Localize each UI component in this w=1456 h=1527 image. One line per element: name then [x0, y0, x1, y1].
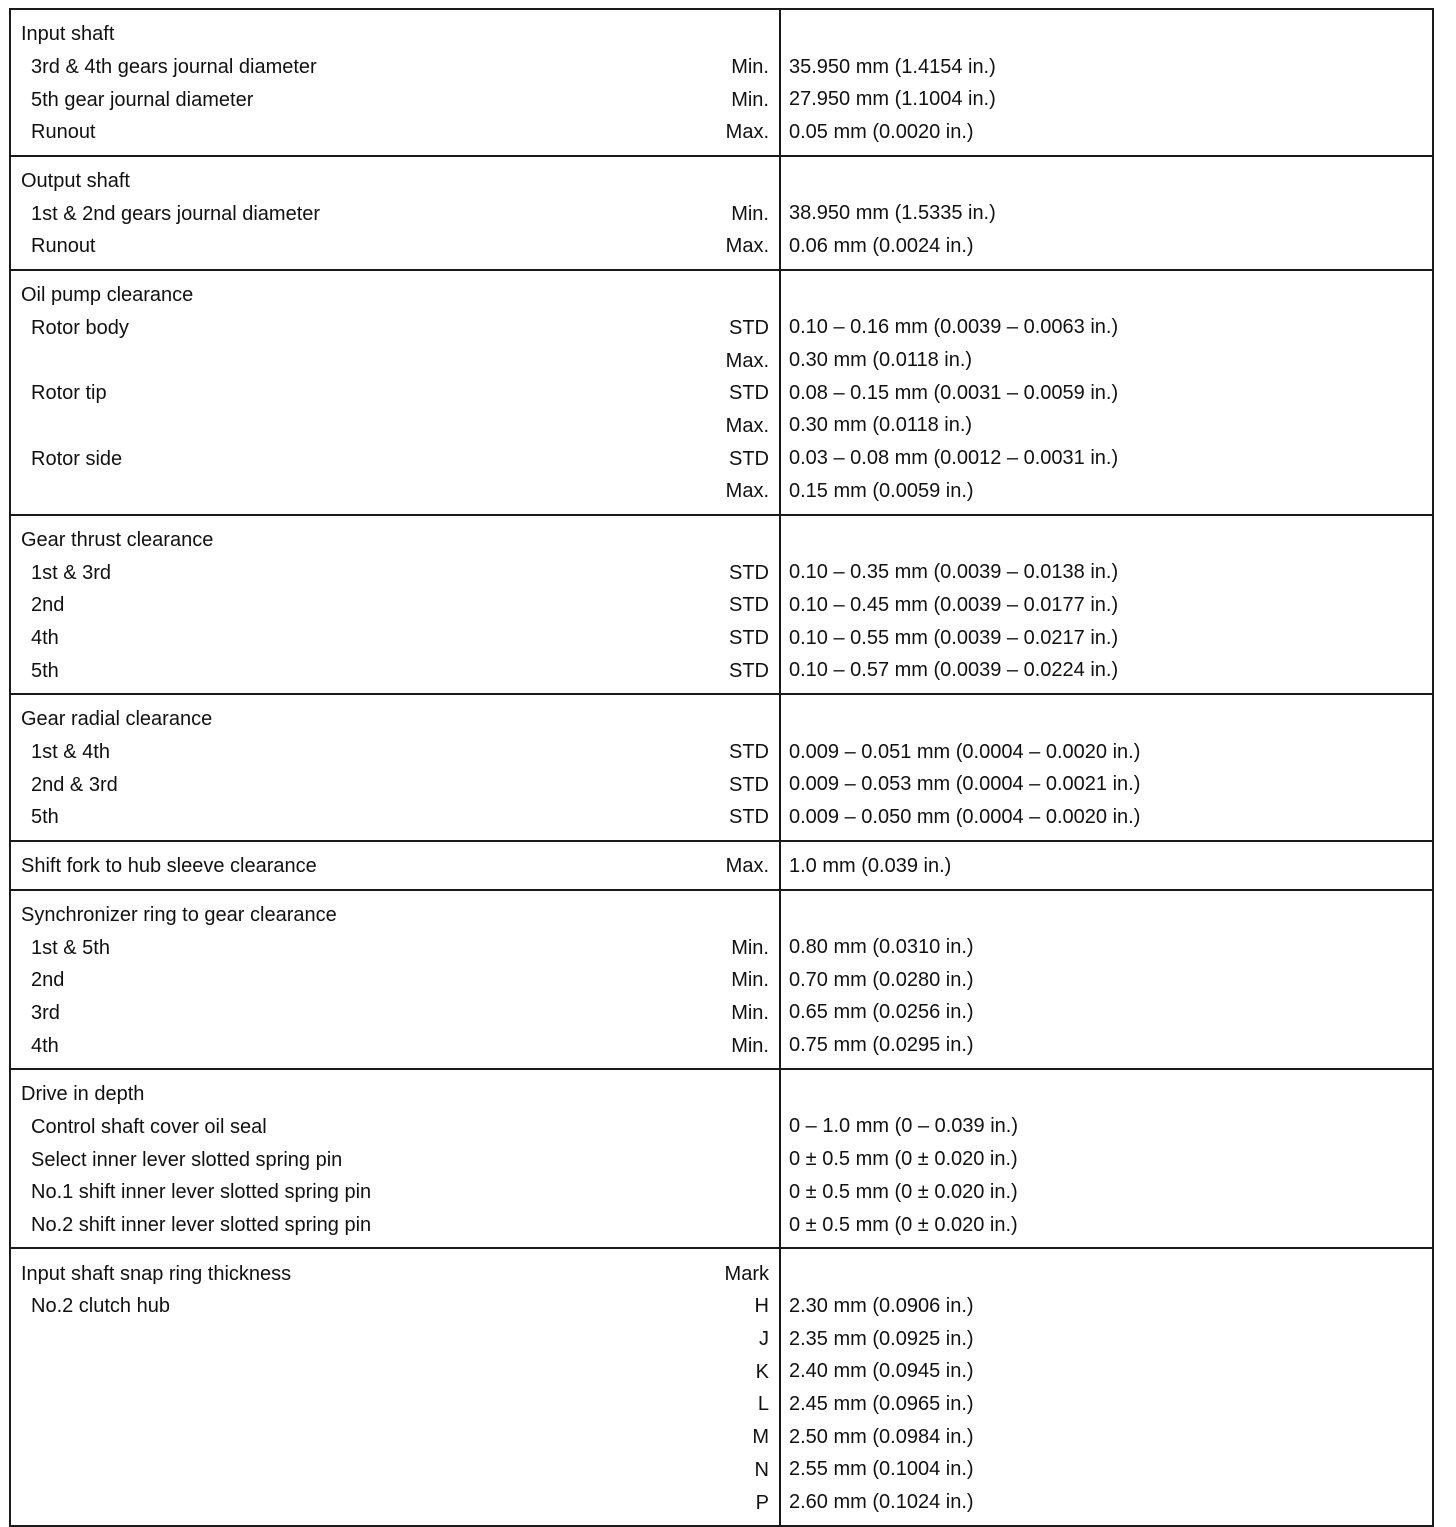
spec-item-value: 2.50 mm (0.0984 in.): [789, 1425, 974, 1448]
section-title: Gear thrust clearance: [21, 528, 214, 551]
spec-labels-column: [11, 10, 781, 155]
spec-item-qualifier: N: [754, 1458, 769, 1481]
spec-item-qualifier: STD: [729, 806, 769, 829]
spec-row: [21, 442, 769, 475]
spec-item-label: 2nd: [31, 594, 65, 617]
section-header-value: [789, 165, 1424, 198]
spec-item-qualifier: Min.: [731, 56, 769, 79]
spec-item-value: 0.30 mm (0.0118 in.): [789, 414, 973, 437]
spec-values-column: [781, 1249, 1432, 1525]
spec-item-value: 38.950 mm (1.5335 in.): [789, 202, 996, 225]
spec-item-label: 1st & 4th: [31, 741, 110, 764]
spec-item-qualifier: J: [759, 1328, 769, 1351]
spec-values-column: [781, 891, 1432, 1068]
spec-item-label: Rotor side: [31, 447, 123, 470]
spec-item-value: 0.65 mm (0.0256 in.): [789, 1001, 974, 1024]
section-title: Synchronizer ring to gear clearance: [21, 903, 337, 926]
section-title: Gear radial clearance: [21, 708, 213, 731]
section-header: [21, 18, 769, 51]
spec-item-label: 3rd: [31, 1001, 60, 1024]
spec-item-value: 0.03 – 0.08 mm (0.0012 – 0.0031 in.): [789, 447, 1119, 470]
spec-section: [11, 840, 1432, 889]
spec-item-value: 2.60 mm (0.1024 in.): [789, 1491, 974, 1514]
spec-item-value: 2.30 mm (0.0906 in.): [789, 1294, 974, 1317]
section-header-value: [789, 1078, 1424, 1111]
spec-item-qualifier: Max.: [725, 480, 769, 503]
spec-item-label: 5th gear journal diameter: [31, 88, 254, 111]
section-title: Oil pump clearance: [21, 284, 194, 307]
section-qualifier: Mark: [724, 1262, 769, 1285]
spec-section: [11, 693, 1432, 840]
spec-item-label: 4th: [31, 627, 59, 650]
spec-item-label: Rotor body: [31, 316, 129, 339]
spec-section: [11, 155, 1432, 269]
section-title: Input shaft snap ring thickness: [21, 1262, 292, 1285]
spec-item-qualifier: STD: [729, 447, 769, 470]
section-header-value: [789, 18, 1424, 51]
spec-item-value: 0.80 mm (0.0310 in.): [789, 936, 974, 959]
spec-item-qualifier: STD: [729, 594, 769, 617]
spec-item-value: 27.950 mm (1.1004 in.): [789, 88, 996, 111]
spec-item-value: 0.08 – 0.15 mm (0.0031 – 0.0059 in.): [789, 381, 1119, 404]
spec-item-value: 0 – 1.0 mm (0 – 0.039 in.): [789, 1115, 1019, 1138]
spec-row: [21, 768, 769, 801]
section-title: Input shaft: [21, 23, 115, 46]
spec-item-value: 0.30 mm (0.0118 in.): [789, 349, 973, 372]
spec-labels-column: [11, 1249, 781, 1525]
spec-row: [21, 931, 769, 964]
spec-table: [9, 8, 1434, 1527]
spec-values-column: [781, 1070, 1432, 1247]
spec-row: [21, 1454, 769, 1487]
spec-item-qualifier: L: [757, 1393, 769, 1416]
spec-item-value: 2.45 mm (0.0965 in.): [789, 1392, 974, 1415]
spec-row: [21, 622, 769, 655]
spec-row: [21, 1323, 769, 1356]
section-header: [21, 899, 769, 932]
spec-values-column: [781, 842, 1432, 889]
spec-row: [21, 801, 769, 834]
section-header-value: [789, 1257, 1424, 1290]
spec-item-label: 1st & 5th: [31, 936, 110, 959]
spec-labels-column: [11, 695, 781, 840]
spec-row: [21, 475, 769, 508]
spec-item-value: 0 ± 0.5 mm (0 ± 0.020 in.): [789, 1148, 1018, 1171]
spec-row: [21, 312, 769, 345]
spec-item-value: 0.10 – 0.35 mm (0.0039 – 0.0138 in.): [789, 561, 1119, 584]
spec-section: [11, 10, 1432, 155]
spec-values-column: [781, 157, 1432, 269]
spec-item-value: 0 ± 0.5 mm (0 ± 0.020 in.): [789, 1213, 1018, 1236]
spec-item-value: 2.55 mm (0.1004 in.): [789, 1458, 974, 1481]
spec-item-qualifier: K: [755, 1360, 769, 1383]
spec-item-label: 1st & 3rd: [31, 561, 112, 584]
spec-row: [21, 377, 769, 410]
spec-values-column: [781, 10, 1432, 155]
spec-row: [21, 964, 769, 997]
spec-item-value: 0.05 mm (0.0020 in.): [789, 120, 974, 143]
section-header: [21, 1078, 769, 1111]
spec-item-label: Control shaft cover oil seal: [31, 1115, 267, 1138]
spec-item-label: 3rd & 4th gears journal diameter: [31, 56, 317, 79]
spec-item-label: No.2 clutch hub: [31, 1295, 170, 1318]
section-header-value: [789, 899, 1424, 932]
spec-item-qualifier: Max.: [725, 121, 769, 144]
spec-item-value: 0.10 – 0.45 mm (0.0039 – 0.0177 in.): [789, 593, 1119, 616]
spec-item-qualifier: Max.: [725, 235, 769, 258]
spec-item-label: 5th: [31, 806, 59, 829]
spec-row: [21, 1290, 769, 1323]
spec-labels-column: [11, 1070, 781, 1247]
spec-item-value: 0.10 – 0.16 mm (0.0039 – 0.0063 in.): [789, 316, 1119, 339]
spec-item-label: No.1 shift inner lever slotted spring pin: [31, 1181, 372, 1204]
section-header: [21, 703, 769, 736]
spec-row: [21, 1143, 769, 1176]
spec-item-qualifier: STD: [729, 316, 769, 339]
spec-section: [11, 1247, 1432, 1525]
spec-values-column: [781, 695, 1432, 840]
spec-labels-column: [11, 157, 781, 269]
spec-item-value: 0.009 – 0.051 mm (0.0004 – 0.0020 in.): [789, 740, 1141, 763]
spec-row: [21, 197, 769, 230]
spec-item-qualifier: P: [755, 1491, 769, 1514]
spec-item-qualifier: Min.: [731, 1034, 769, 1057]
spec-item-qualifier: STD: [729, 627, 769, 650]
spec-row: [21, 230, 769, 263]
spec-item-qualifier: Min.: [731, 202, 769, 225]
spec-section: [11, 269, 1432, 514]
spec-item-label: 2nd & 3rd: [31, 773, 118, 796]
spec-item-qualifier: Min.: [731, 969, 769, 992]
spec-row: [21, 556, 769, 589]
spec-item-qualifier: STD: [729, 773, 769, 796]
spec-item-label: Select inner lever slotted spring pin: [31, 1148, 343, 1171]
spec-row: [21, 589, 769, 622]
spec-labels-column: [11, 842, 781, 889]
spec-item-value: 0.10 – 0.55 mm (0.0039 – 0.0217 in.): [789, 626, 1119, 649]
spec-values-column: [781, 271, 1432, 514]
spec-row: [21, 1355, 769, 1388]
section-header-value: [789, 703, 1424, 736]
spec-item-value: 0.009 – 0.050 mm (0.0004 – 0.0020 in.): [789, 805, 1141, 828]
section-header: [21, 1257, 769, 1290]
spec-section: [11, 514, 1432, 693]
spec-item-qualifier: Min.: [731, 936, 769, 959]
section-header-value: 1.0 mm (0.039 in.): [789, 854, 952, 877]
spec-row: [21, 736, 769, 769]
spec-item-label: 4th: [31, 1034, 59, 1057]
spec-row: [21, 1486, 769, 1519]
spec-item-value: 0.009 – 0.053 mm (0.0004 – 0.0021 in.): [789, 773, 1141, 796]
spec-row: [21, 654, 769, 687]
spec-labels-column: [11, 891, 781, 1068]
spec-item-value: 0.10 – 0.57 mm (0.0039 – 0.0224 in.): [789, 659, 1119, 682]
spec-row: [21, 1421, 769, 1454]
spec-item-label: No.2 shift inner lever slotted spring pin: [31, 1214, 372, 1237]
spec-row: [21, 1111, 769, 1144]
spec-item-label: 1st & 2nd gears journal diameter: [31, 202, 321, 225]
spec-item-label: Runout: [31, 121, 96, 144]
spec-section: [11, 889, 1432, 1068]
section-title: Shift fork to hub sleeve clearance: [21, 855, 317, 878]
spec-row: [21, 1176, 769, 1209]
spec-item-value: 0.15 mm (0.0059 in.): [789, 479, 974, 502]
spec-item-label: 2nd: [31, 969, 65, 992]
spec-item-qualifier: STD: [729, 741, 769, 764]
spec-item-qualifier: STD: [729, 382, 769, 405]
spec-item-value: 2.40 mm (0.0945 in.): [789, 1360, 974, 1383]
spec-row: [21, 410, 769, 443]
section-header-value: [789, 279, 1424, 312]
spec-row: [21, 116, 769, 149]
spec-item-value: 2.35 mm (0.0925 in.): [789, 1327, 974, 1350]
section-header: [21, 279, 769, 312]
spec-item-value: 0 ± 0.5 mm (0 ± 0.020 in.): [789, 1180, 1018, 1203]
spec-values-column: [781, 516, 1432, 693]
spec-row: [21, 51, 769, 84]
spec-row: [21, 997, 769, 1030]
spec-item-value: 0.06 mm (0.0024 in.): [789, 234, 974, 257]
spec-row: [21, 344, 769, 377]
spec-item-label: Runout: [31, 235, 96, 258]
spec-item-qualifier: Min.: [731, 88, 769, 111]
spec-item-label: Rotor tip: [31, 382, 107, 405]
spec-item-label: 5th: [31, 659, 59, 682]
section-header: [21, 850, 769, 883]
spec-labels-column: [11, 271, 781, 514]
spec-item-qualifier: M: [752, 1426, 769, 1449]
spec-item-value: 0.75 mm (0.0295 in.): [789, 1034, 974, 1057]
section-header: [21, 165, 769, 198]
spec-item-qualifier: STD: [729, 561, 769, 584]
section-title: Output shaft: [21, 170, 130, 193]
spec-row: [21, 1029, 769, 1062]
spec-section: [11, 1068, 1432, 1247]
spec-row: [21, 83, 769, 116]
section-title: Drive in depth: [21, 1083, 145, 1106]
section-qualifier: Max.: [725, 855, 769, 878]
spec-item-qualifier: Max.: [725, 349, 769, 372]
spec-labels-column: [11, 516, 781, 693]
spec-item-qualifier: Min.: [731, 1001, 769, 1024]
spec-item-qualifier: STD: [729, 659, 769, 682]
spec-item-qualifier: Max.: [725, 414, 769, 437]
spec-row: [21, 1388, 769, 1421]
spec-item-value: 35.950 mm (1.4154 in.): [789, 55, 996, 78]
spec-item-value: 0.70 mm (0.0280 in.): [789, 968, 974, 991]
spec-item-qualifier: H: [754, 1295, 769, 1318]
spec-row: [21, 1209, 769, 1242]
section-header-value: [789, 524, 1424, 557]
section-header: [21, 524, 769, 557]
